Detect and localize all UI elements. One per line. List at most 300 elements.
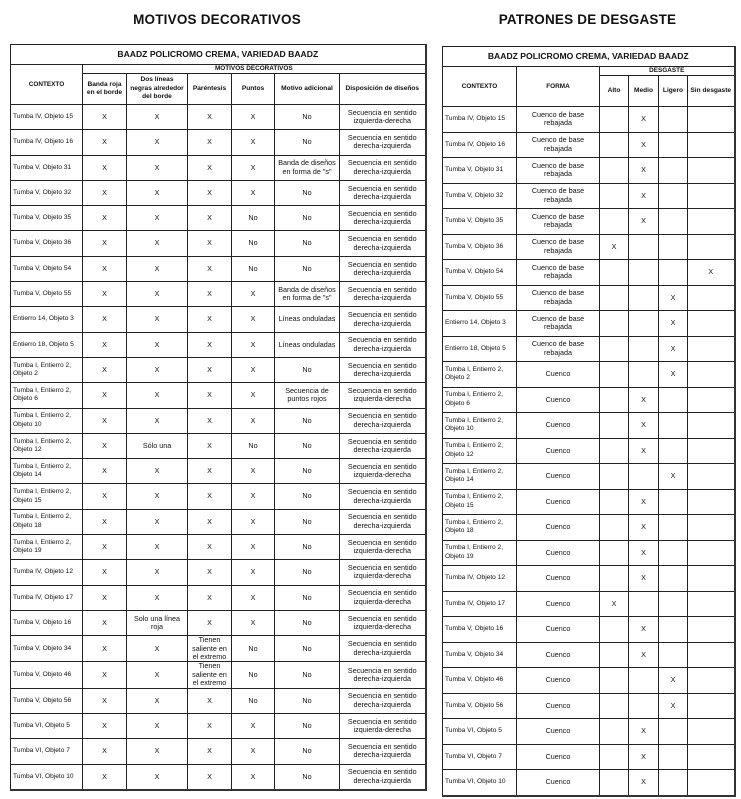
cell-disposicion: Secuencia en sentido derecha-izquierda xyxy=(340,764,426,790)
cell-forma: Cuenco xyxy=(517,591,600,617)
cell-alto xyxy=(600,183,629,209)
table-row xyxy=(443,591,735,617)
cell-forma: Cuenco de base rebajada xyxy=(517,209,600,235)
cell-contexto: Tumba IV, Objeto 15 xyxy=(443,107,517,133)
cell-alto xyxy=(600,387,629,413)
cell-disposicion: Secuencia en sentido derecha-izquierda xyxy=(340,739,426,764)
table-row xyxy=(11,509,426,534)
column-header-contexto: CONTEXTO xyxy=(443,67,517,107)
cell-puntos: X xyxy=(232,408,275,433)
cell-medio: X xyxy=(629,209,659,235)
cell-contexto: Tumba I, Entierro 2, Objeto 2 xyxy=(443,362,517,388)
cell-motivo: No xyxy=(275,509,340,534)
cell-contexto: Tumba V, Objeto 34 xyxy=(443,642,517,668)
cell-contexto: Tumba V, Objeto 34 xyxy=(11,636,83,662)
cell-alto xyxy=(600,693,629,719)
cell-lineas: X xyxy=(127,560,188,585)
cell-contexto: Tumba V, Objeto 56 xyxy=(11,688,83,713)
cell-sin xyxy=(688,642,735,668)
cell-sin: X xyxy=(688,260,735,286)
cell-parentesis: Tienen saliente en el extremo xyxy=(188,662,232,688)
cell-motivo: No xyxy=(275,764,340,790)
cell-forma: Cuenco xyxy=(517,540,600,566)
cell-alto xyxy=(600,744,629,770)
cell-puntos: X xyxy=(232,130,275,155)
cell-medio xyxy=(629,362,659,388)
cell-contexto: Entierro 14, Objeto 3 xyxy=(11,307,83,332)
cell-parentesis: X xyxy=(188,256,232,281)
cell-contexto: Tumba IV, Objeto 12 xyxy=(11,560,83,585)
cell-contexto: Tumba I, Entierro 2, Objeto 15 xyxy=(443,489,517,515)
cell-contexto: Tumba I, Entierro 2, Objeto 6 xyxy=(443,387,517,413)
cell-puntos: X xyxy=(232,610,275,635)
group-header-motivos: MOTIVOS DECORATIVOS xyxy=(83,65,426,74)
cell-forma: Cuenco xyxy=(517,566,600,592)
cell-lineas: X xyxy=(127,357,188,382)
cell-contexto: Tumba I, Entierro 2, Objeto 15 xyxy=(11,484,83,509)
cell-contexto: Tumba V, Objeto 54 xyxy=(443,260,517,286)
cell-alto xyxy=(600,617,629,643)
cell-forma: Cuenco xyxy=(517,387,600,413)
cell-ligero xyxy=(659,158,688,184)
cell-sin xyxy=(688,387,735,413)
cell-disposicion: Secuencia en sentido derecha-izquierda xyxy=(340,130,426,155)
cell-disposicion: Secuencia en sentido derecha-izquierda xyxy=(340,357,426,382)
cell-alto xyxy=(600,362,629,388)
table-row xyxy=(11,739,426,764)
cell-sin xyxy=(688,285,735,311)
table-row xyxy=(11,206,426,231)
table-row xyxy=(11,535,426,560)
cell-banda: X xyxy=(83,509,127,534)
cell-sin xyxy=(688,132,735,158)
cell-medio: X xyxy=(629,744,659,770)
cell-forma: Cuenco de base rebajada xyxy=(517,336,600,362)
cell-forma: Cuenco xyxy=(517,464,600,490)
table-row xyxy=(11,332,426,357)
cell-lineas: Sólo una xyxy=(127,433,188,458)
cell-disposicion: Secuencia en sentido izquierda-derecha xyxy=(340,383,426,408)
cell-medio: X xyxy=(629,515,659,541)
cell-lineas: X xyxy=(127,662,188,688)
cell-banda: X xyxy=(83,155,127,180)
cell-medio: X xyxy=(629,642,659,668)
table-row xyxy=(443,642,735,668)
cell-puntos: X xyxy=(232,332,275,357)
table-row xyxy=(443,566,735,592)
cell-lineas: X xyxy=(127,636,188,662)
table-caption: BAADZ POLICROMO CREMA, VARIEDAD BAADZ xyxy=(443,47,735,67)
cell-puntos: X xyxy=(232,357,275,382)
cell-puntos: X xyxy=(232,739,275,764)
cell-parentesis: X xyxy=(188,484,232,509)
cell-ligero xyxy=(659,770,688,796)
cell-motivo: No xyxy=(275,180,340,205)
motivos-decorativos-title: MOTIVOS DECORATIVOS xyxy=(133,12,301,27)
cell-contexto: Tumba V, Objeto 31 xyxy=(443,158,517,184)
cell-alto xyxy=(600,413,629,439)
cell-parentesis: X xyxy=(188,764,232,790)
cell-puntos: X xyxy=(232,509,275,534)
cell-banda: X xyxy=(83,610,127,635)
cell-parentesis: X xyxy=(188,180,232,205)
cell-banda: X xyxy=(83,357,127,382)
cell-motivo: No xyxy=(275,636,340,662)
cell-contexto: Tumba VI, Objeto 7 xyxy=(11,739,83,764)
cell-banda: X xyxy=(83,585,127,610)
cell-disposicion: Secuencia en sentido izquierda-derecha xyxy=(340,585,426,610)
cell-forma: Cuenco xyxy=(517,362,600,388)
cell-parentesis: X xyxy=(188,560,232,585)
cell-contexto: Tumba VI, Objeto 5 xyxy=(443,719,517,745)
cell-contexto: Tumba V, Objeto 35 xyxy=(11,206,83,231)
cell-contexto: Tumba V, Objeto 55 xyxy=(443,285,517,311)
cell-sin xyxy=(688,515,735,541)
cell-puntos: No xyxy=(232,688,275,713)
cell-parentesis: X xyxy=(188,231,232,256)
cell-puntos: X xyxy=(232,585,275,610)
cell-alto xyxy=(600,285,629,311)
table-row xyxy=(443,489,735,515)
cell-contexto: Tumba I, Entierro 2, Objeto 18 xyxy=(443,515,517,541)
cell-banda: X xyxy=(83,206,127,231)
table-row xyxy=(443,183,735,209)
cell-parentesis: X xyxy=(188,459,232,484)
cell-banda: X xyxy=(83,282,127,307)
cell-contexto: Tumba V, Objeto 32 xyxy=(443,183,517,209)
cell-banda: X xyxy=(83,688,127,713)
cell-sin xyxy=(688,719,735,745)
table-caption: BAADZ POLICROMO CREMA, VARIEDAD BAADZ xyxy=(11,45,426,65)
table-row xyxy=(443,770,735,796)
cell-puntos: X xyxy=(232,180,275,205)
cell-ligero xyxy=(659,209,688,235)
cell-disposicion: Secuencia en sentido derecha-izquierda xyxy=(340,180,426,205)
cell-parentesis: X xyxy=(188,585,232,610)
cell-medio xyxy=(629,311,659,337)
column-header-parentesis: Paréntesis xyxy=(188,74,232,105)
cell-contexto: Tumba I, Entierro 2, Objeto 19 xyxy=(443,540,517,566)
cell-forma: Cuenco xyxy=(517,515,600,541)
cell-contexto: Entierro 18, Objeto 5 xyxy=(11,332,83,357)
cell-disposicion: Secuencia en sentido derecha-izquierda xyxy=(340,307,426,332)
cell-banda: X xyxy=(83,764,127,790)
cell-ligero: X xyxy=(659,668,688,694)
cell-alto xyxy=(600,489,629,515)
column-header-ligero: Ligero xyxy=(659,76,688,107)
column-header-disposicion: Disposición de diseños xyxy=(340,74,426,105)
cell-contexto: Tumba I, Entierro 2, Objeto 19 xyxy=(11,535,83,560)
cell-puntos: No xyxy=(232,206,275,231)
cell-disposicion: Secuencia en sentido derecha-izquierda xyxy=(340,256,426,281)
cell-alto xyxy=(600,515,629,541)
cell-ligero xyxy=(659,540,688,566)
cell-ligero: X xyxy=(659,362,688,388)
cell-puntos: X xyxy=(232,155,275,180)
cell-alto xyxy=(600,311,629,337)
table-row xyxy=(443,285,735,311)
cell-motivo: No xyxy=(275,560,340,585)
cell-contexto: Tumba V, Objeto 16 xyxy=(443,617,517,643)
cell-forma: Cuenco de base rebajada xyxy=(517,234,600,260)
cell-ligero xyxy=(659,260,688,286)
table-row xyxy=(443,387,735,413)
table-row xyxy=(11,459,426,484)
cell-banda: X xyxy=(83,307,127,332)
cell-ligero xyxy=(659,132,688,158)
cell-medio: X xyxy=(629,413,659,439)
cell-puntos: X xyxy=(232,383,275,408)
cell-medio: X xyxy=(629,540,659,566)
cell-banda: X xyxy=(83,408,127,433)
cell-medio xyxy=(629,591,659,617)
cell-medio xyxy=(629,464,659,490)
cell-ligero xyxy=(659,642,688,668)
cell-contexto: Tumba V, Objeto 36 xyxy=(11,231,83,256)
cell-disposicion: Secuencia en sentido derecha-izquierda xyxy=(340,332,426,357)
cell-sin xyxy=(688,617,735,643)
cell-forma: Cuenco xyxy=(517,642,600,668)
cell-medio xyxy=(629,693,659,719)
cell-motivo: No xyxy=(275,688,340,713)
cell-forma: Cuenco de base rebajada xyxy=(517,158,600,184)
cell-motivo: Líneas onduladas xyxy=(275,307,340,332)
cell-ligero: X xyxy=(659,311,688,337)
cell-lineas: X xyxy=(127,688,188,713)
cell-forma: Cuenco xyxy=(517,413,600,439)
cell-medio xyxy=(629,234,659,260)
cell-motivo: No xyxy=(275,408,340,433)
cell-alto xyxy=(600,336,629,362)
cell-parentesis: X xyxy=(188,535,232,560)
cell-motivo: No xyxy=(275,739,340,764)
cell-lineas: X xyxy=(127,282,188,307)
cell-motivo: No xyxy=(275,433,340,458)
cell-contexto: Tumba I, Entierro 2, Objeto 2 xyxy=(11,357,83,382)
cell-forma: Cuenco de base rebajada xyxy=(517,183,600,209)
cell-banda: X xyxy=(83,180,127,205)
cell-puntos: No xyxy=(232,662,275,688)
cell-parentesis: X xyxy=(188,307,232,332)
cell-medio: X xyxy=(629,770,659,796)
cell-motivo: Líneas onduladas xyxy=(275,332,340,357)
table-row xyxy=(11,130,426,155)
cell-medio: X xyxy=(629,132,659,158)
cell-motivo: No xyxy=(275,484,340,509)
table-row xyxy=(11,636,426,662)
cell-contexto: Tumba IV, Objeto 12 xyxy=(443,566,517,592)
cell-puntos: No xyxy=(232,636,275,662)
cell-disposicion: Secuencia en sentido derecha-izquierda xyxy=(340,484,426,509)
cell-medio: X xyxy=(629,158,659,184)
cell-motivo: No xyxy=(275,662,340,688)
cell-sin xyxy=(688,158,735,184)
table-row xyxy=(11,585,426,610)
cell-disposicion: Secuencia en sentido izquierda-derecha xyxy=(340,105,426,130)
cell-contexto: Tumba V, Objeto 56 xyxy=(443,693,517,719)
cell-sin xyxy=(688,438,735,464)
cell-sin xyxy=(688,183,735,209)
cell-lineas: X xyxy=(127,307,188,332)
cell-contexto: Entierro 18, Objeto 5 xyxy=(443,336,517,362)
cell-contexto: Tumba I, Entierro 2, Objeto 14 xyxy=(11,459,83,484)
cell-disposicion: Secuencia en sentido derecha-izquierda xyxy=(340,408,426,433)
cell-banda: X xyxy=(83,332,127,357)
cell-parentesis: X xyxy=(188,509,232,534)
cell-sin xyxy=(688,413,735,439)
cell-sin xyxy=(688,464,735,490)
table-row xyxy=(443,617,735,643)
cell-sin xyxy=(688,591,735,617)
cell-puntos: X xyxy=(232,459,275,484)
cell-parentesis: X xyxy=(188,433,232,458)
cell-banda: X xyxy=(83,535,127,560)
cell-lineas: X xyxy=(127,764,188,790)
cell-banda: X xyxy=(83,484,127,509)
cell-parentesis: X xyxy=(188,206,232,231)
column-header-dos-lineas: Dos líneas negras alrededor del borde xyxy=(127,74,188,105)
cell-disposicion: Secuencia en sentido derecha-izquierda xyxy=(340,206,426,231)
cell-puntos: X xyxy=(232,307,275,332)
cell-medio: X xyxy=(629,489,659,515)
cell-sin xyxy=(688,311,735,337)
cell-contexto: Tumba V, Objeto 54 xyxy=(11,256,83,281)
cell-disposicion: Secuencia en sentido derecha-izquierda xyxy=(340,636,426,662)
cell-alto xyxy=(600,668,629,694)
cell-alto xyxy=(600,464,629,490)
cell-parentesis: X xyxy=(188,688,232,713)
cell-contexto: Tumba V, Objeto 46 xyxy=(11,662,83,688)
table-row xyxy=(11,764,426,790)
cell-contexto: Tumba VI, Objeto 7 xyxy=(443,744,517,770)
cell-sin xyxy=(688,234,735,260)
cell-lineas: X xyxy=(127,130,188,155)
cell-disposicion: Secuencia en sentido derecha-izquierda xyxy=(340,282,426,307)
cell-forma: Cuenco de base rebajada xyxy=(517,285,600,311)
cell-puntos: No xyxy=(232,231,275,256)
cell-contexto: Tumba VI, Objeto 10 xyxy=(443,770,517,796)
table-row xyxy=(443,209,735,235)
cell-ligero xyxy=(659,438,688,464)
cell-motivo: No xyxy=(275,105,340,130)
cell-alto: X xyxy=(600,591,629,617)
cell-medio xyxy=(629,336,659,362)
cell-medio: X xyxy=(629,617,659,643)
cell-contexto: Tumba V, Objeto 46 xyxy=(443,668,517,694)
cell-contexto: Tumba VI, Objeto 10 xyxy=(11,764,83,790)
cell-forma: Cuenco xyxy=(517,489,600,515)
cell-banda: X xyxy=(83,662,127,688)
table-row xyxy=(11,256,426,281)
cell-forma: Cuenco de base rebajada xyxy=(517,311,600,337)
cell-motivo: No xyxy=(275,256,340,281)
cell-lineas: X xyxy=(127,585,188,610)
cell-motivo: Banda de diseños en forma de "s" xyxy=(275,282,340,307)
cell-puntos: No xyxy=(232,256,275,281)
cell-contexto: Tumba V, Objeto 35 xyxy=(443,209,517,235)
cell-lineas: X xyxy=(127,231,188,256)
cell-banda: X xyxy=(83,560,127,585)
cell-forma: Cuenco xyxy=(517,719,600,745)
cell-contexto: Tumba V, Objeto 16 xyxy=(11,610,83,635)
cell-lineas: X xyxy=(127,256,188,281)
cell-forma: Cuenco de base rebajada xyxy=(517,260,600,286)
cell-motivo: No xyxy=(275,535,340,560)
table-row xyxy=(11,433,426,458)
cell-sin xyxy=(688,693,735,719)
cell-ligero: X xyxy=(659,336,688,362)
table-row xyxy=(11,155,426,180)
cell-sin xyxy=(688,209,735,235)
cell-puntos: X xyxy=(232,105,275,130)
table-row xyxy=(443,336,735,362)
table-row xyxy=(443,260,735,286)
cell-alto xyxy=(600,540,629,566)
cell-contexto: Tumba V, Objeto 32 xyxy=(11,180,83,205)
table-row xyxy=(11,105,426,130)
column-header-banda-roja: Banda roja en el borde xyxy=(83,74,127,105)
table-row xyxy=(443,464,735,490)
column-header-forma: FORMA xyxy=(517,67,600,107)
cell-alto xyxy=(600,642,629,668)
cell-puntos: X xyxy=(232,484,275,509)
cell-lineas: X xyxy=(127,332,188,357)
cell-medio: X xyxy=(629,719,659,745)
cell-contexto: Tumba V, Objeto 31 xyxy=(11,155,83,180)
cell-banda: X xyxy=(83,256,127,281)
cell-sin xyxy=(688,336,735,362)
table-row xyxy=(443,362,735,388)
column-header-medio: Medio xyxy=(629,76,659,107)
cell-lineas: X xyxy=(127,155,188,180)
table-row xyxy=(443,540,735,566)
cell-medio: X xyxy=(629,183,659,209)
cell-banda: X xyxy=(83,231,127,256)
cell-disposicion: Secuencia en sentido derecha-izquierda xyxy=(340,509,426,534)
cell-contexto: Tumba I, Entierro 2, Objeto 6 xyxy=(11,383,83,408)
table-row xyxy=(443,158,735,184)
cell-lineas: X xyxy=(127,484,188,509)
cell-puntos: X xyxy=(232,764,275,790)
cell-disposicion: Secuencia en sentido izquierda-derecha xyxy=(340,459,426,484)
cell-parentesis: X xyxy=(188,105,232,130)
cell-medio xyxy=(629,260,659,286)
cell-motivo: No xyxy=(275,357,340,382)
cell-motivo: Secuencia de puntos rojos xyxy=(275,383,340,408)
cell-banda: X xyxy=(83,130,127,155)
cell-puntos: X xyxy=(232,560,275,585)
cell-contexto: Tumba I, Entierro 2, Objeto 18 xyxy=(11,509,83,534)
cell-contexto: Tumba I, Entierro 2, Objeto 10 xyxy=(443,413,517,439)
table-row xyxy=(11,662,426,688)
table-row xyxy=(443,515,735,541)
group-header-desgaste: DESGASTE xyxy=(600,67,735,76)
cell-forma: Cuenco xyxy=(517,617,600,643)
table-row xyxy=(443,132,735,158)
cell-disposicion: Secuencia en sentido derecha-izquierda xyxy=(340,433,426,458)
cell-medio xyxy=(629,285,659,311)
table-row xyxy=(443,311,735,337)
cell-alto xyxy=(600,438,629,464)
cell-lineas: X xyxy=(127,383,188,408)
table-row xyxy=(11,307,426,332)
cell-forma: Cuenco de base rebajada xyxy=(517,132,600,158)
cell-disposicion: Secuencia en sentido izquierda-derecha xyxy=(340,560,426,585)
table-row xyxy=(443,744,735,770)
cell-lineas: X xyxy=(127,535,188,560)
cell-parentesis: X xyxy=(188,282,232,307)
cell-lineas: X xyxy=(127,739,188,764)
